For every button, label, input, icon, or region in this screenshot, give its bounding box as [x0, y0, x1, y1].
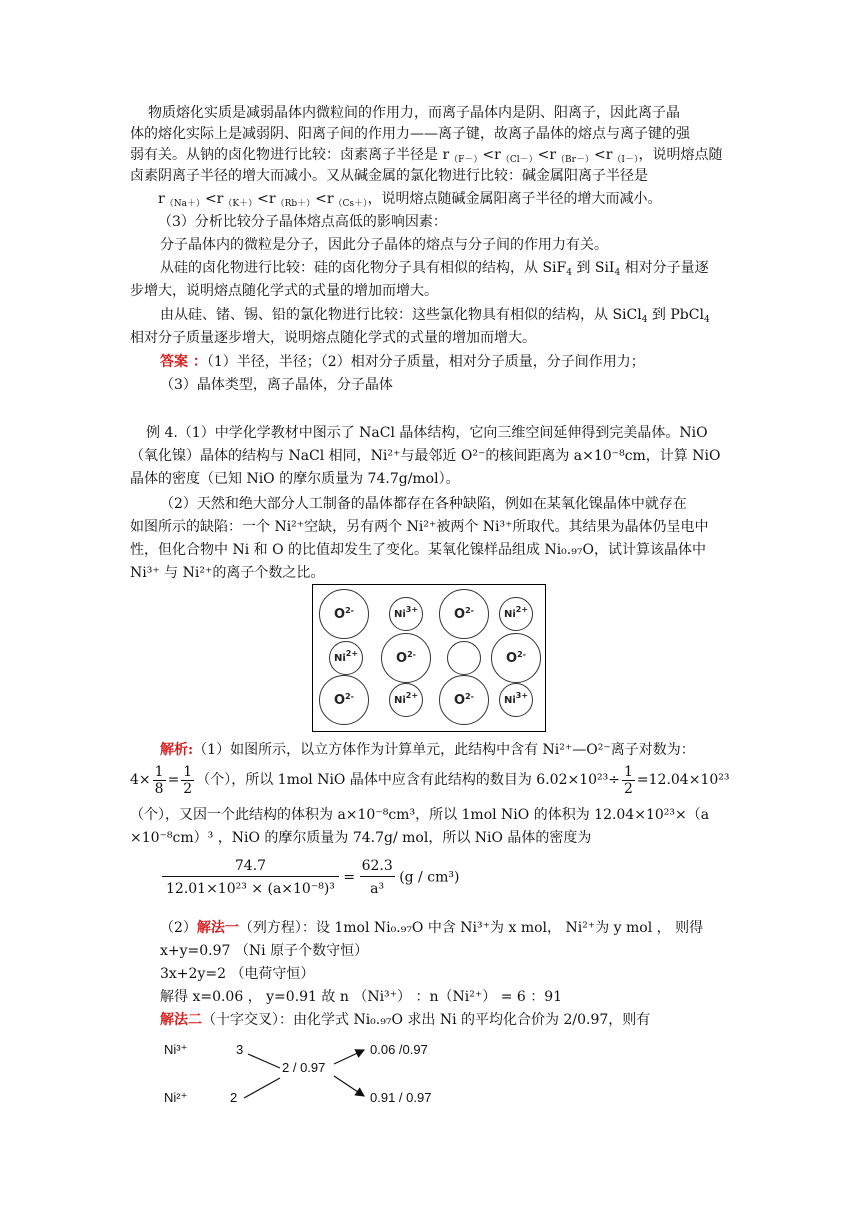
paragraph-line: 体的熔化实际上是减弱阴、阳离子间的作用力——离子键，故离子晶体的熔点与离子键的强	[130, 126, 690, 142]
paragraph-line: 物质熔化实质是减弱晶体内微粒间的作用力，而离子晶体内是阴、阳离子，因此离子晶	[148, 105, 680, 121]
ion-circle	[319, 589, 369, 639]
method-two-label: 解法二	[160, 1012, 202, 1028]
solution-line: 解得 x=0.06 ， y=0.91 故 n （Ni³⁺） ：n（Ni²⁺） = 6 ：91	[160, 989, 563, 1005]
ion-circle	[499, 597, 533, 631]
ion-label: $O^{2-}$	[454, 605, 474, 622]
paragraph-line: 卤素阴离子半径的增大而减小。又从碱金属的氯化物进行比较：碱金属阳离子半径是	[130, 168, 648, 184]
average-valence: 2 / 0.97	[282, 1060, 326, 1075]
vacancy-circle	[447, 641, 481, 675]
ion-label: $O^{2-}$	[454, 691, 474, 708]
example-line: Ni³⁺ 与 Ni²⁺的离子个数之比。	[130, 565, 325, 581]
paragraph-line: 由从硅、锗、锡、铅的氯化物进行比较：这些氯化物具有相似的结构，从 SiCl$_4$ 到 PbCl$_4$	[160, 307, 710, 325]
paragraph-line: 步增大，说明熔点随化学式的式量的增加而增大。	[130, 283, 438, 299]
ion-label: Ni²⁺	[164, 1090, 188, 1105]
ion-label: Ni³⁺	[164, 1042, 188, 1057]
paragraph-line: 相对分子质量逐步增大，说明熔点随化学式的式量的增加而增大。	[130, 330, 536, 346]
cross-arrows	[158, 1040, 458, 1110]
answer-line: 答案 ：（1）半径，半径；（2）相对分子质量，相对分子质量，分子间作用力；	[160, 354, 645, 370]
solution-line: x+y=0.97 （Ni 原子个数守恒）	[160, 943, 369, 959]
arrow-line	[244, 1078, 280, 1098]
analysis-line: （个），又因一个此结构的体积为 a×10⁻⁸cm³，所以 1mol NiO 的体积为 12.04×10²³×（a	[130, 807, 710, 823]
arrow-line	[248, 1054, 280, 1068]
example-line: 例 4.（1）中学化学教材中图示了 NaCl 晶体结构，它向三维空间延伸得到完美晶体。NiO	[146, 425, 708, 441]
ion-label: $Ni^{2+}$	[503, 604, 529, 620]
answer-label: 答案 ：	[160, 354, 207, 370]
ion-label: $Ni^{3+}$	[393, 604, 419, 620]
ion-label: $O^{2-}$	[334, 691, 354, 708]
example-line: （氧化镍）晶体的结构与 NaCl 相同，Ni²⁺与最邻近 O²⁻的核间距离为 a×10⁻⁸cm，计算 NiO	[130, 448, 721, 464]
valence-value: 2	[230, 1090, 238, 1105]
analysis-line: 解析:（1）如图所示，以立方体作为计算单元，此结构中含有 Ni²⁺—O²⁻离子对数为：	[160, 742, 695, 758]
ion-label: $O^{2-}$	[506, 649, 526, 666]
ion-label: $Ni^{3+}$	[503, 690, 529, 706]
paragraph-line: 弱有关。从钠的卤化物进行比较：卤素离子半径是 $r_{(F-)}<r_{(Cl-)}<r_{(Br-)}<r_{(I-)}$，说明熔点随	[130, 147, 723, 165]
example-line: （2）天然和绝大部分人工制备的晶体都存在各种缺陷，例如在某氧化镍晶体中就存在	[160, 496, 687, 512]
example-line: 性，但化合物中 Ni 和 O 的比值却发生了变化。某氧化镍样品组成 Ni₀.₉₇O，试计算该晶体中	[130, 542, 706, 558]
ion-circle	[491, 633, 541, 683]
example-line: 如图所示的缺陷：一个 Ni²⁺空缺，另有两个 Ni²⁺被两个 Ni³⁺所取代。其结果为晶体仍呈电中	[130, 519, 709, 535]
example-line: 晶体的密度（已知 NiO 的摩尔质量为 74.7g/mol）。	[130, 471, 460, 487]
ion-label: $Ni^{2+}$	[333, 648, 359, 664]
paragraph-line: $r_{(Na+)}<r_{(K+)}<r_{(Rb+)}<r_{(Cs+)}$，说明熔点随碱金属阳离子半径的增大而减小。	[158, 191, 662, 209]
cross-method-diagram	[158, 1040, 458, 1110]
ion-circle	[389, 683, 423, 717]
ion-circle	[439, 589, 489, 639]
ratio-value: 0.06 /0.97	[370, 1042, 428, 1057]
analysis-line: 4× $\frac{1}{8}$ = $\frac{1}{2}$ （个），所以 1mol NiO 晶体中应含有此结构的数目为 6.02×10²³÷ $\frac{1}{2}$ =12.04×10²³	[130, 763, 730, 797]
solution-line: 解法二（十字交叉）：由化学式 Ni₀.₉₇O 求出 Ni 的平均化合价为 2/0.97，则有	[160, 1012, 651, 1028]
fraction: $\frac{1}{2}$	[183, 763, 193, 797]
ion-circle	[329, 641, 363, 675]
fraction: $\frac{1}{2}$	[623, 763, 633, 797]
paragraph-line: 分子晶体内的微粒是分子，因此分子晶体的熔点与分子间的作用力有关。	[160, 237, 608, 253]
ion-circle	[439, 675, 489, 725]
solution-line: 3x+2y=2 （电荷守恒）	[160, 966, 315, 982]
solution-line: （2）解法一（列方程）：设 1mol Ni₀.₉₇O 中含 Ni³⁺为 x mol， Ni²⁺为 y mol ， 则得	[160, 920, 704, 936]
ion-circle	[319, 675, 369, 725]
density-formula: $\frac{74.7}{\text{12.01×10²³ × (a×10⁻⁸)³}}$ = $\frac{62.3}{\text{a³}}$ (g / cm³)	[162, 856, 459, 899]
answer-line: （3）晶体类型，离子晶体，分子晶体	[160, 377, 393, 393]
method-one-label: 解法一	[196, 920, 239, 936]
ratio-value: 0.91 / 0.97	[370, 1090, 432, 1105]
analysis-line: ×10⁻⁸cm）³ ，NiO 的摩尔质量为 74.7g/ mol，所以 NiO 晶体的密度为	[130, 830, 592, 846]
paragraph-line: 从硅的卤化物进行比较：硅的卤化物分子具有相似的结构，从 SiF$_4$ 到 SiI$_4$ 相对分子量逐	[160, 260, 709, 278]
ion-circle	[499, 683, 533, 717]
ion-label: $O^{2-}$	[396, 649, 416, 666]
ion-label: $Ni^{2+}$	[393, 690, 419, 706]
section-heading: （3）分析比较分子晶体熔点高低的影响因素：	[158, 214, 447, 230]
crystal-defect-diagram	[312, 584, 546, 732]
analysis-label: 解析:	[160, 742, 194, 758]
fraction: $\frac{1}{8}$	[154, 763, 164, 797]
arrow-line	[334, 1050, 364, 1064]
valence-value: 3	[236, 1042, 244, 1057]
ion-label: $O^{2-}$	[334, 605, 354, 622]
ion-circle	[389, 597, 423, 631]
arrow-line	[334, 1076, 364, 1096]
ion-circle	[381, 633, 431, 683]
